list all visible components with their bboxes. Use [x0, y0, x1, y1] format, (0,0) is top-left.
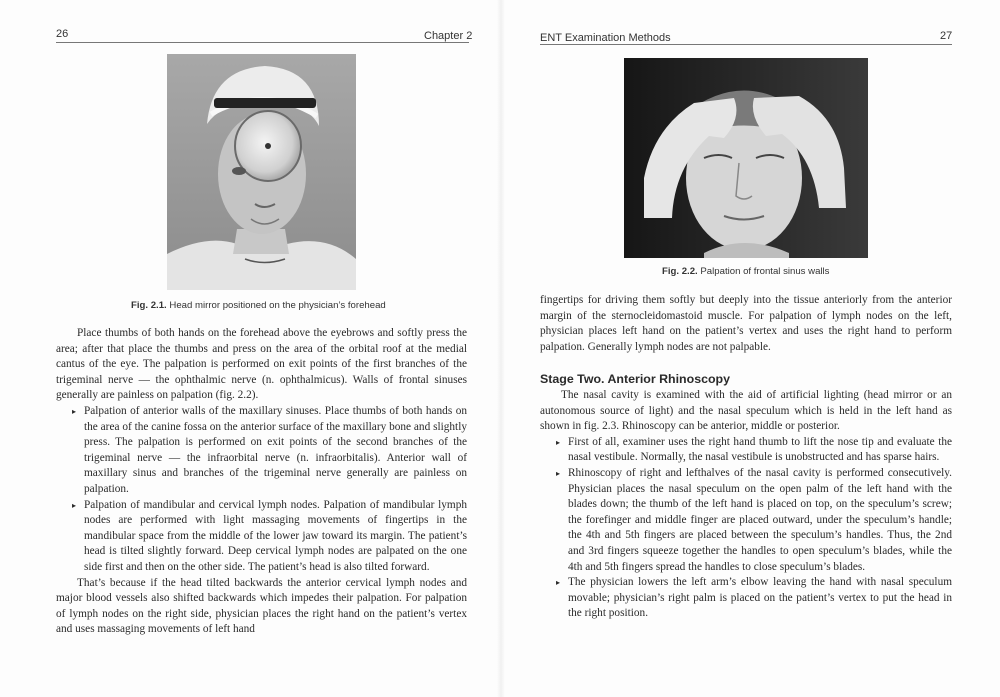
bullet-text: The physician lowers the left arm’s elbow leaving the hand with nasal speculum movable; physician’s right palm is placed on the patient’s vertex to put the head in the right position.	[568, 576, 952, 620]
head-mirror-photo-image	[167, 54, 356, 290]
running-head: Chapter 2	[424, 30, 473, 42]
figure-number: Fig. 2.1.	[131, 300, 167, 311]
figure-2-1-photo	[167, 54, 356, 290]
header-rule	[56, 42, 469, 43]
figure-2-2-caption	[662, 266, 829, 277]
left-body-text	[56, 326, 467, 638]
page-number: 27	[940, 30, 953, 42]
section-heading: Stage Two. Anterior Rhinoscopy	[540, 372, 731, 386]
figure-2-2-photo	[624, 58, 868, 258]
sinus-palpation-photo-image	[624, 58, 868, 258]
bullet-item	[540, 435, 952, 466]
paragraph: That’s because if the head tilted backwards the anterior cervical lymph nodes and major blood vessels also shifted backwards which impedes their palpation. For palpation of lymph nodes on the right side, physician places the right hand on the patient’s vertex and uses massaging movements of left hand	[56, 576, 467, 636]
bullet-marker-icon: ▸	[556, 437, 561, 447]
bullet-item	[56, 498, 467, 576]
bullet-item	[540, 575, 952, 622]
paragraph: The nasal cavity is examined with the aid of artificial lighting (head mirror or an autonomous source of light) and the nasal speculum which is held in the left hand as shown in fig. 2.3. Rhinoscopy can be anterior, middle or posterior.	[540, 389, 952, 433]
bullet-text: Palpation of mandibular and cervical lymph nodes. Palpation of mandibular lymph nodes are performed with light massaging movements of fingertips in the mandibular space from the middle of the lower jaw toward its margin. The patient’s head is tilted slightly forward. Deep cervical lymph nodes are palpated on the one side first and then on the other side. The patient’s head is also tilted forward.	[84, 498, 467, 573]
header-rule	[540, 44, 952, 45]
paragraph: fingertips for driving them softly but deeply into the tissue anteriorly from the anterior margin of the sternocleidomastoid muscle. For palpation of lymph nodes on the left, physician places left hand on the patient’s vertex and uses the right hand to perform palpation. Generally lymph nodes are not palpable.	[540, 294, 952, 353]
running-head: ENT Examination Methods	[540, 32, 671, 44]
right-body-text	[540, 388, 952, 622]
bullet-marker-icon: ▸	[556, 578, 561, 588]
page-number: 26	[56, 28, 69, 40]
bullet-marker-icon: ▸	[72, 500, 77, 510]
right-page	[500, 0, 1000, 697]
bullet-text: Rhinoscopy of right and lefthalves of the nasal cavity is performed consecutively. Physician places the nasal speculum on the open palm of the left hand with the blades down; the thumb of the left hand is placed on top, on the speculum’s screw; the forefinger and middle finger are placed outward, under the speculum’s handle; the 4th and 5th fingers are placed between the speculum’s handles. Thus, the 2nd and 3rd fingers squeeze together the handles to open speculum’s blades, while the 4th and 5th fingers spread the handles to close speculum’s blades.	[568, 466, 952, 573]
right-body-text-top	[540, 293, 952, 355]
bullet-marker-icon: ▸	[556, 468, 561, 478]
bullet-text: Palpation of anterior walls of the maxillary sinuses. Place thumbs of both hands on the area of the canine fossa on the anterior surface of the maxillary bone and slightly press. The palpation is performed on exit points of the second branches of the trigeminal nerve — the infraorbital nerve (n. infraorbitalis). Anterior wall of maxillary sinus and branches of the trigeminal nerve generally are painless on palpation.	[84, 404, 467, 495]
bullet-item	[540, 466, 952, 575]
bullet-item	[56, 404, 467, 498]
figure-caption-text: Palpation of frontal sinus walls	[700, 266, 830, 277]
paragraph: Place thumbs of both hands on the forehead above the eyebrows and softly press the area; after that place the thumbs and press on the area of the orbital roof at the medial cantus of the eye. The palpation is performed on exit points of the first branches of the trigeminal nerve — the ophthalmic nerve (n. ophthalmicus). Walls of frontal sinuses generally are painless on palpation (fig. 2.2).	[56, 327, 467, 402]
figure-number: Fig. 2.2.	[662, 266, 698, 277]
figure-2-1-caption	[131, 300, 386, 311]
bullet-marker-icon: ▸	[72, 406, 77, 416]
figure-caption-text: Head mirror positioned on the physician’s forehead	[169, 300, 386, 311]
bullet-text: First of all, examiner uses the right hand thumb to lift the nose tip and evaluate the nasal vestibule. Normally, the nasal vestibule is unobstructed and has sparse hairs.	[568, 435, 952, 464]
